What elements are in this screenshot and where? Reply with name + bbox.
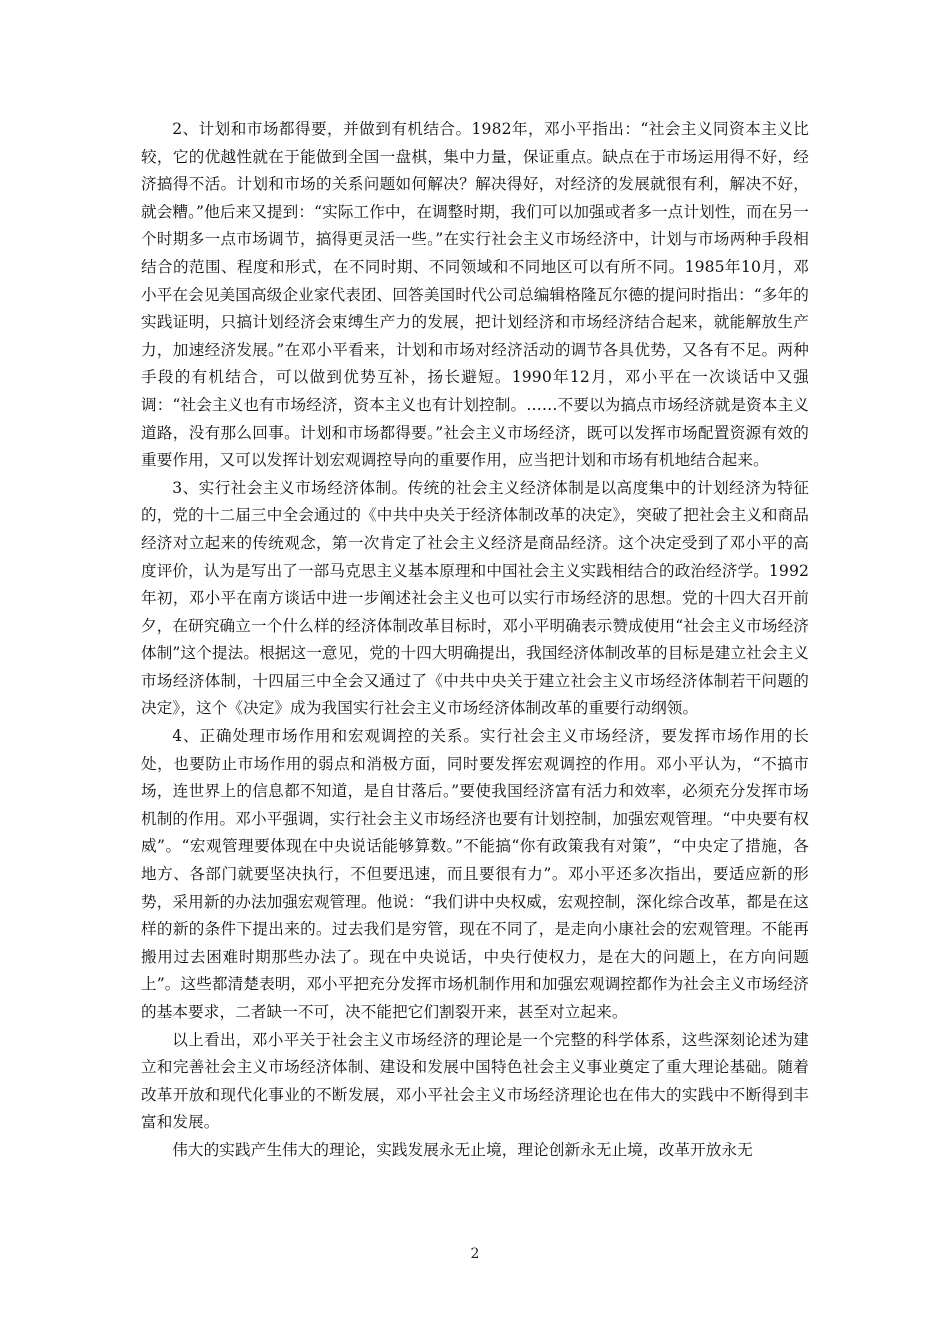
page-number: 2 xyxy=(470,1246,480,1262)
paragraph-summary: 以上看出，邓小平关于社会主义市场经济的理论是一个完整的科学体系，这些深刻论述为建立和完善社会主义市场经济体制、建设和发展中国特色社会主义事业奠定了重大理论基础。随着改革开放和现代化事业的不断发展，邓小平社会主义市场经济理论也在伟大的实践中不断得到丰富和发展。 xyxy=(141,1030,809,1132)
paragraph-plan-and-market: 2、计划和市场都得要，并做到有机结合。1982年，邓小平指出：“社会主义同资本主义比较，它的优越性就在于能做到全国一盘棋，集中力量，保证重点。缺点在于市场运用得不好，经济搞得不活。计划和市场的关系问题如何解决？解决得好，对经济的发展就很有利，解决不好，就会糟。”他后来又提到：“实际工作中，在调整时期，我们可以加强或者多一点计划性，而在另一个时期多一点市场调节，搞得更灵活一些。”在实行社会主义市场经济中，计划与市场两种手段相结合的范围、程度和形式，在不同时期、不同领域和不同地区可以有所不同。1985年10月，邓小平在会见美国高级企业家代表团、回答美国时代公司总编辑格隆瓦尔德的提问时指出：“多年的实践证明，只搞计划经济会束缚生产力的发展，把计划经济和市场经济结合起来，就能解放生产力，加速经济发展。”在邓小平看来，计划和市场对经济活动的调节各具优势，又各有不足。两种手段的有机结合，可以做到优势互补，扬长避短。1990年12月，邓小平在一次谈话中又强调：“社会主义也有市场经济，资本主义也有计划控制。……不要以为搞点市场经济就是资本主义道路，没有那么回事。计划和市场都得要。”社会主义市场经济，既可以发挥市场配置资源有效的重要作用，又可以发挥计划宏观调控导向的重要作用，应当把计划和市场有机地结合起来。 xyxy=(141,120,809,470)
body-text xyxy=(141,116,809,1165)
paragraph-market-economy-system: 3、实行社会主义市场经济体制。传统的社会主义经济体制是以高度集中的计划经济为特征的，党的十二届三中全会通过的《中共中央关于经济体制改革的决定》，突破了把社会主义和商品经济对立起来的传统观念，第一次肯定了社会主义经济是商品经济。这个决定受到了邓小平的高度评价，认为是写出了一部马克思主义基本原理和中国社会主义实践相结合的政治经济学。1992年初，邓小平在南方谈话中进一步阐述社会主义也可以实行市场经济的思想。党的十四大召开前夕，在研究确立一个什么样的经济体制改革目标时，邓小平明确表示赞成使用“社会主义市场经济体制”这个提法。根据这一意见，党的十四大明确提出，我国经济体制改革的目标是建立社会主义市场经济体制，十四届三中全会又通过了《中共中央关于建立社会主义市场经济体制若干问题的决定》，这个《决定》成为我国实行社会主义市场经济体制改革的重要行动纲领。 xyxy=(141,478,809,718)
paragraph-market-and-macro-control: 4、正确处理市场作用和宏观调控的关系。实行社会主义市场经济，要发挥市场作用的长处，也要防止市场作用的弱点和消极方面，同时要发挥宏观调控的作用。邓小平认为，“不搞市场，连世界上的信息都不知道，是自甘落后。”要使我国经济富有活力和效率，必须充分发挥市场机制的作用。邓小平强调，实行社会主义市场经济也要有计划控制，加强宏观管理。“中央要有权威”。“宏观管理要体现在中央说话能够算数。”不能搞“你有政策我有对策”，“中央定了措施，各地方、各部门就要坚决执行，不但要迅速，而且要很有力”。邓小平还多次指出，要适应新的形势，采用新的办法加强宏观管理。他说：“我们讲中央权威，宏观控制，深化综合改革，都是在这样的新的条件下提出来的。过去我们是穷管，现在不同了，是走向小康社会的宏观管理。不能再搬用过去困难时期那些办法了。现在中央说话，中央行使权力，是在大的问题上，在方向问题上”。这些都清楚表明，邓小平把充分发挥市场机制作用和加强宏观调控都作为社会主义市场经济的基本要求，二者缺一不可，决不能把它们割裂开来，甚至对立起来。 xyxy=(141,727,809,1021)
paragraph-closing: 伟大的实践产生伟大的理论，实践发展永无止境，理论创新永无止境，改革开放永无 xyxy=(172,1140,753,1159)
